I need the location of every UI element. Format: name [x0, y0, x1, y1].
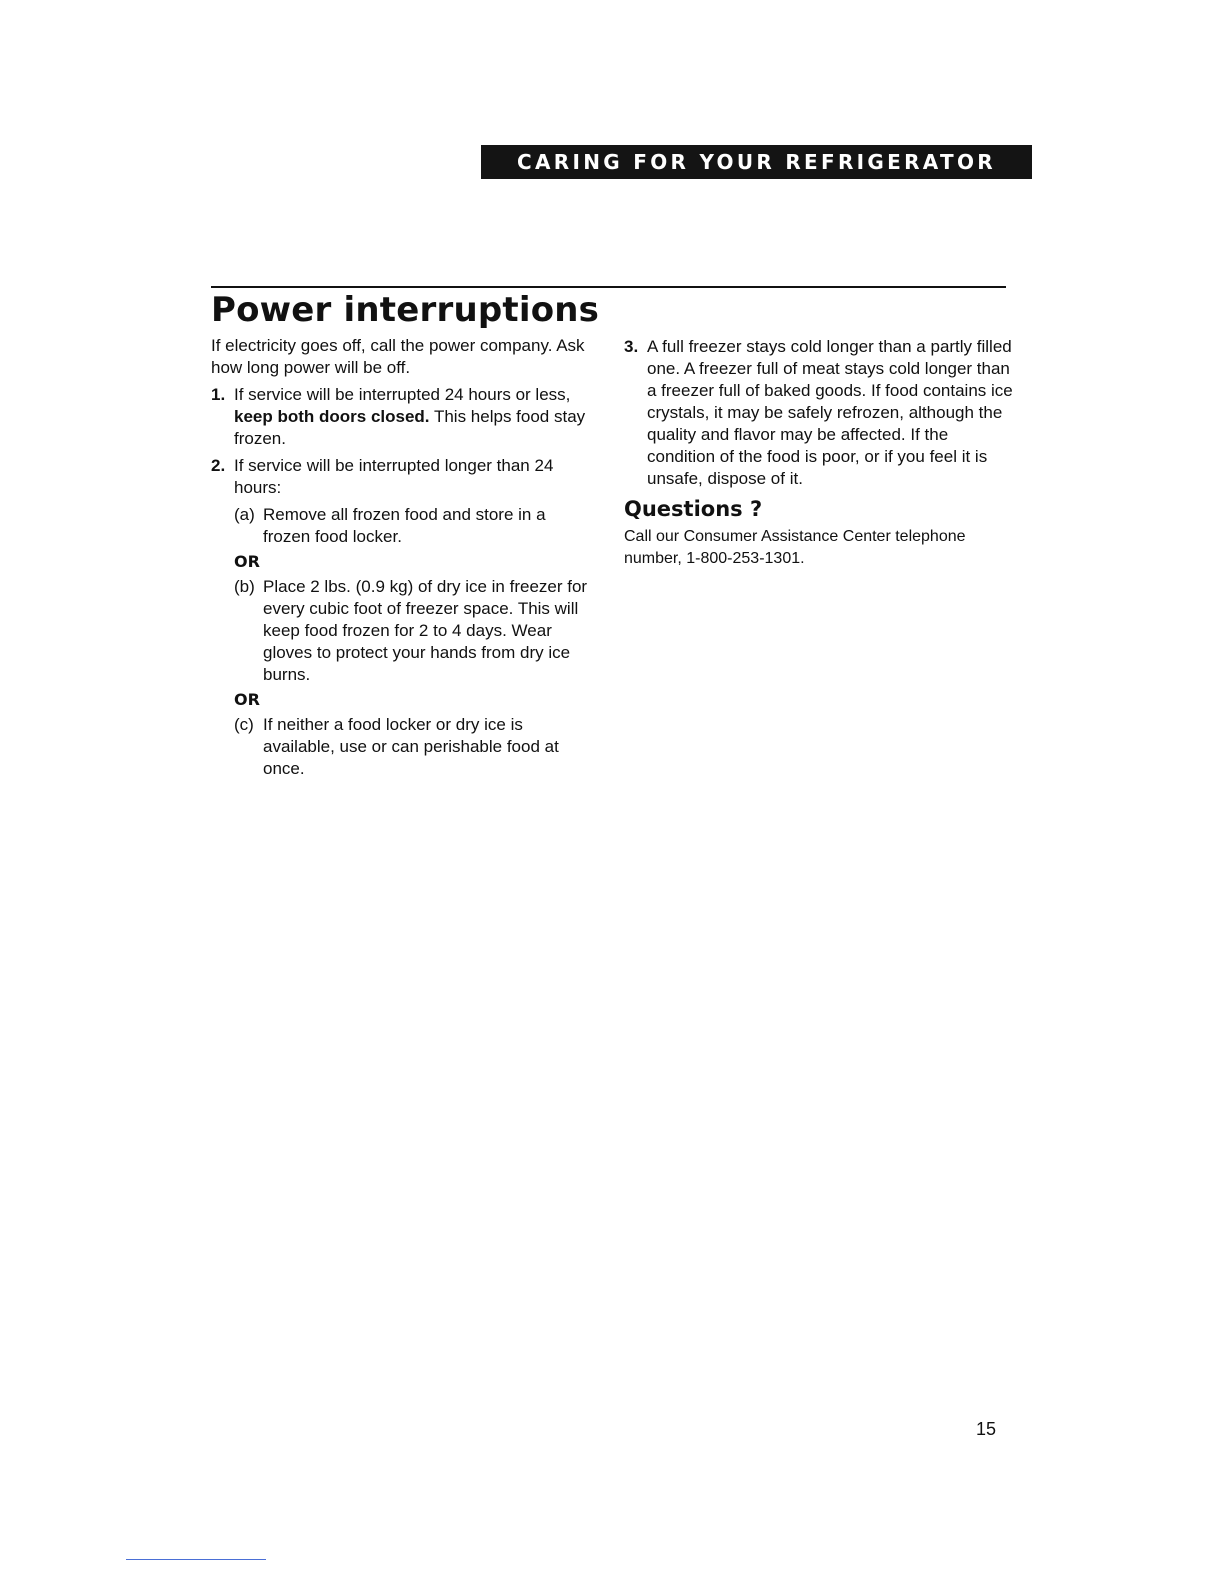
or-separator: OR: [234, 552, 260, 571]
item-text: If service will be interrupted 24 hours or less,: [234, 385, 571, 404]
option-label: (a): [234, 505, 255, 524]
item-number: 3.: [624, 337, 639, 356]
option-a: [234, 504, 596, 548]
questions-text: Call our Consumer Assistance Center telephone number, 1-800-253-1301.: [624, 528, 966, 567]
option-c: [234, 714, 596, 780]
item-emphasis: keep both doors closed.: [234, 407, 430, 426]
list-item-3: [624, 336, 1014, 490]
intro-paragraph: If electricity goes off, call the power company. Ask how long power will be off.: [211, 336, 585, 377]
list-item-2: [211, 455, 596, 499]
item-text: If service will be interrupted longer than 24 hours:: [234, 456, 554, 497]
or-separator: OR: [234, 690, 260, 709]
option-label: (b): [234, 577, 255, 596]
section-banner: CARING FOR YOUR REFRIGERATOR: [481, 145, 1032, 179]
item-text: A full freezer stays cold longer than a partly filled one. A freezer full of meat stays cold longer than a freezer full of baked goods. If food contains ice crystals, it may be safely refrozen, although the quality and flavor may be affected. If the condition of the food is poor, or if you feel it is unsafe, dispose of it.: [647, 337, 1013, 488]
item-number: 1.: [211, 385, 226, 404]
questions-heading: Questions ?: [624, 497, 763, 521]
footer-divider: [126, 1559, 266, 1560]
item-number: 2.: [211, 456, 226, 475]
option-text: Remove all frozen food and store in a frozen food locker.: [263, 505, 546, 546]
left-column: [211, 335, 596, 783]
option-label: (c): [234, 715, 254, 734]
list-item-1: [211, 384, 596, 450]
page-number: 15: [976, 1419, 997, 1439]
option-text: Place 2 lbs. (0.9 kg) of dry ice in freezer for every cubic foot of freezer space. This will keep food frozen for 2 to 4 days. Wear gloves to protect your hands from dry ice burns.: [263, 577, 588, 684]
item-text: This helps food stay frozen.: [234, 407, 586, 448]
option-b: [234, 576, 596, 686]
right-column: [624, 336, 1014, 570]
page-title: Power interruptions: [211, 290, 600, 330]
option-text: If neither a food locker or dry ice is available, use or can perishable food at once.: [263, 715, 559, 778]
